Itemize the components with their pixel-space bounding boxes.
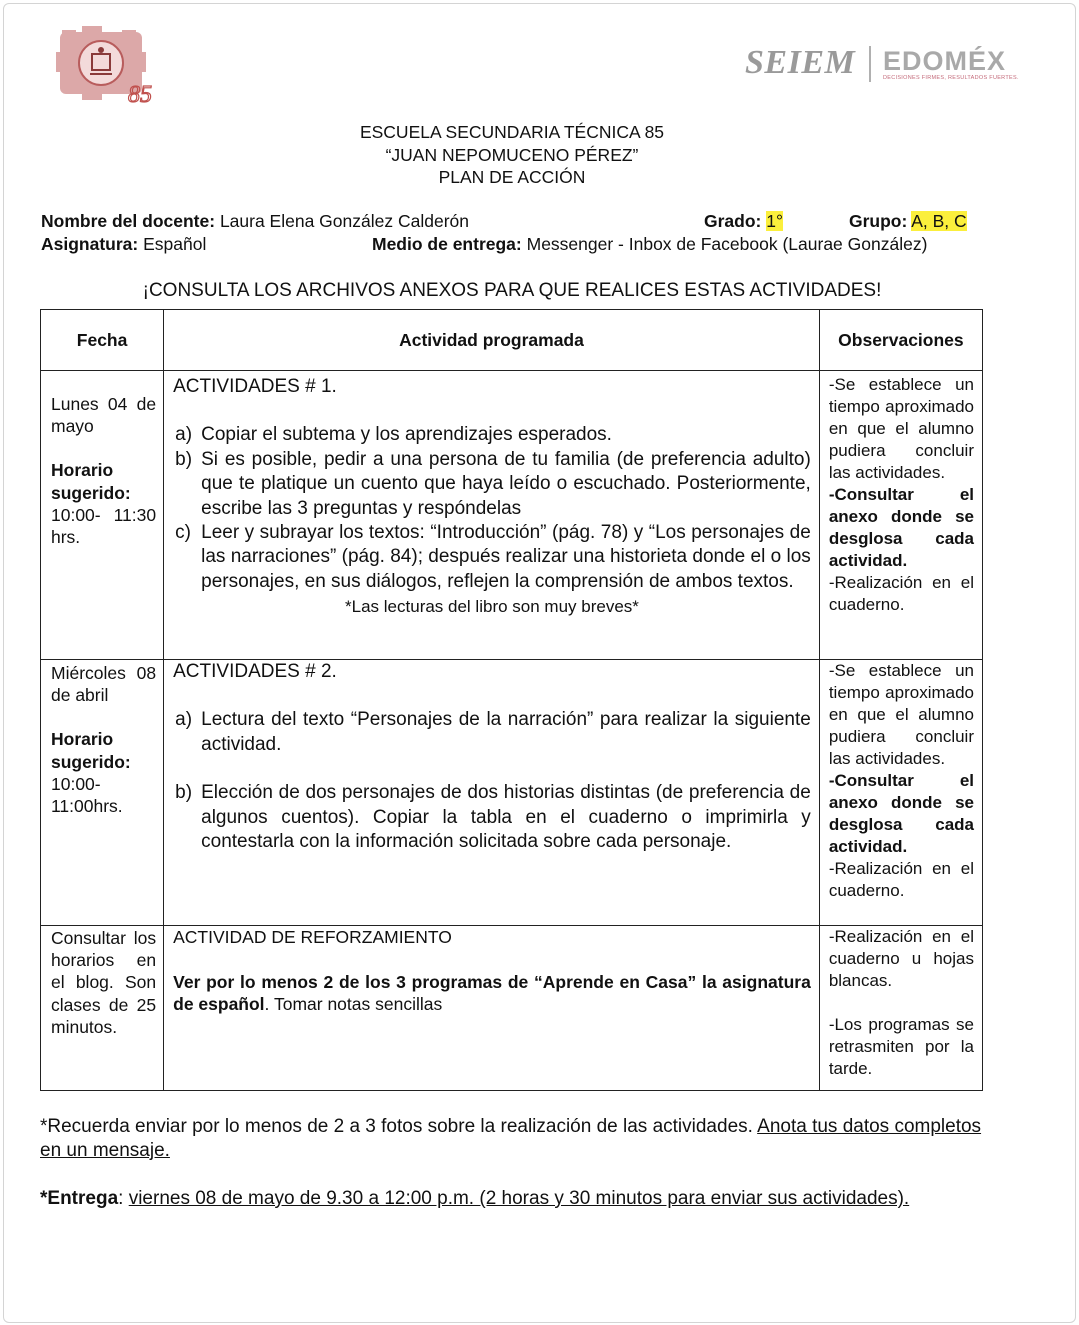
header-observaciones: Observaciones [819, 310, 982, 371]
schedule-time: 10:00- 11:30 hrs. [51, 504, 157, 548]
group-value: A, B, C [911, 211, 967, 231]
date-text: Lunes 04 de mayo [51, 394, 157, 437]
activity-bold-text: Ver por lo menos 2 de los 3 programas de “Aprende en Casa” la asignatura de español [173, 971, 811, 1014]
table-header-row [41, 310, 983, 371]
date-cell [41, 371, 164, 660]
school-logo-number: 85 [128, 82, 152, 106]
delivery-label: Medio de entrega: [372, 234, 522, 254]
reminder-text [40, 1115, 986, 1163]
delivery-value: Messenger - Inbox de Facebook (Laurae González) [526, 234, 928, 254]
observation-annex: -Consultar el anexo donde se desglosa cada actividad. [828, 771, 974, 856]
header-fecha: Fecha [41, 310, 164, 371]
edomex-logo: EDOMÉX [883, 46, 1007, 76]
date-cell [41, 660, 164, 926]
instruction-banner: ¡CONSULTA LOS ARCHIVOS ANEXOS PARA QUE REALICES ESTAS ACTIVIDADES! [142, 280, 882, 301]
schedule-time: 10:00- 11:00hrs. [51, 773, 123, 817]
observation-notebook: -Realización en el cuaderno. [828, 859, 974, 900]
observation-time: -Se establece un tiempo aproximado en que el alumno pudiera concluir las actividades. [828, 375, 974, 482]
list-item: a) Lectura del texto “Personajes de la narración” para realizar la siguiente actividad. [175, 709, 811, 755]
teacher-info [41, 211, 469, 232]
observation-broadcast: -Los programas se retrasmiten por la tarde. [828, 1015, 974, 1078]
plan-table [40, 309, 983, 1091]
teacher-label: Nombre del docente: [41, 211, 216, 231]
group-info [849, 211, 967, 232]
date-text: Consultar los horarios en el blog. Son clases de 25 minutos. [51, 928, 157, 1037]
activity-description [173, 971, 811, 1016]
activity-cell [164, 926, 820, 1091]
reading-note: *Las lecturas del libro son muy breves* [345, 597, 639, 617]
table-row [41, 660, 983, 926]
subject-info [41, 234, 206, 255]
table-row [41, 926, 983, 1091]
activity-cell [164, 371, 820, 660]
activity-cell [164, 660, 820, 926]
list-item: c) Leer y subrayar los textos: “Introducción” (pág. 78) y “Los personajes de las narraciones” (pág. 84); después realizar una historieta donde el o los personajes, en sus diálogos, reflejen la comprensión de ambos textos. [175, 522, 811, 592]
schedule-label: Horario sugerido: [51, 729, 131, 772]
activity-list [173, 708, 811, 854]
edomex-slogan: DECISIONES FIRMES, RESULTADOS FUERTES. [883, 75, 1019, 81]
activity-title: ACTIVIDADES # 1. [173, 376, 337, 397]
date-text: Miércoles 08 de abril [51, 663, 157, 706]
delivery-info [372, 234, 927, 255]
grade-value: 1° [766, 211, 783, 231]
activity-list [173, 423, 811, 594]
logo-divider [869, 46, 871, 82]
school-logo [52, 22, 160, 106]
table-row [41, 371, 983, 660]
observation-time: -Se establece un tiempo aproximado en que el alumno pudiera concluir las actividades. [828, 661, 974, 768]
school-motto: “JUAN NEPOMUCENO PÉREZ” [385, 145, 639, 165]
activity-title: ACTIVIDAD DE REFORZAMIENTO [173, 927, 452, 947]
institution-logos [745, 42, 1030, 86]
group-label: Grupo: [849, 211, 908, 231]
observations-cell [819, 660, 982, 926]
date-cell [41, 926, 164, 1091]
observation-notebook: -Realización en el cuaderno. [828, 573, 974, 614]
observation-annex: -Consultar el anexo donde se desglosa cada actividad. [828, 485, 974, 570]
list-item: b) Si es posible, pedir a una persona de tu familia (de preferencia adulto) que te platique un cuento que haya leído o escuchado. Posteriormente, escribe las 3 preguntas y respóndelas [175, 448, 811, 519]
teacher-value: Laura Elena González Calderón [219, 211, 469, 231]
school-name: ESCUELA SECUNDARIA TÉCNICA 85 [359, 122, 665, 142]
observations-cell [819, 371, 982, 660]
list-item: a) Copiar el subtema y los aprendizajes esperados. [175, 424, 612, 446]
delivery-footer-value: viernes 08 de mayo de 9.30 a 12:00 p.m. (2 horas y 30 minutos para enviar sus actividades). [128, 1188, 910, 1209]
observation-notebook: -Realización en el cuaderno u hojas blancas. [828, 927, 974, 990]
document-title: PLAN DE ACCIÓN [438, 167, 586, 187]
activity-plain-text: . Tomar notas sencillas [264, 994, 443, 1014]
subject-value: Español [143, 234, 207, 254]
schedule-label: Horario sugerido: [51, 460, 131, 503]
delivery-footer-label: *Entrega [40, 1188, 119, 1209]
seiem-logo: SEIEM [745, 44, 856, 81]
grade-info [704, 211, 783, 232]
reminder-underlined: Anota tus datos completos en un mensaje. [40, 1116, 982, 1161]
activity-title: ACTIVIDADES # 2. [173, 661, 337, 682]
observations-cell [819, 926, 982, 1091]
header-actividad: Actividad programada [164, 310, 820, 371]
reminder-plain: *Recuerda enviar por lo menos de 2 a 3 fotos sobre la realización de las actividades. [40, 1116, 758, 1137]
delivery-text: *Entrega: viernes 08 de mayo de 9.30 a 12:00 p.m. (2 horas y 30 minutos para enviar sus actividades). [40, 1188, 910, 1209]
list-item: b) Elección de dos personajes de dos historias distintas (de preferencia de algunos cuentos). Copiar la tabla en el cuaderno o imprimirla y contestarla con la información solicitada sobre cada personaje. [175, 782, 811, 853]
subject-label: Asignatura: [41, 234, 139, 254]
grade-label: Grado: [704, 211, 762, 231]
